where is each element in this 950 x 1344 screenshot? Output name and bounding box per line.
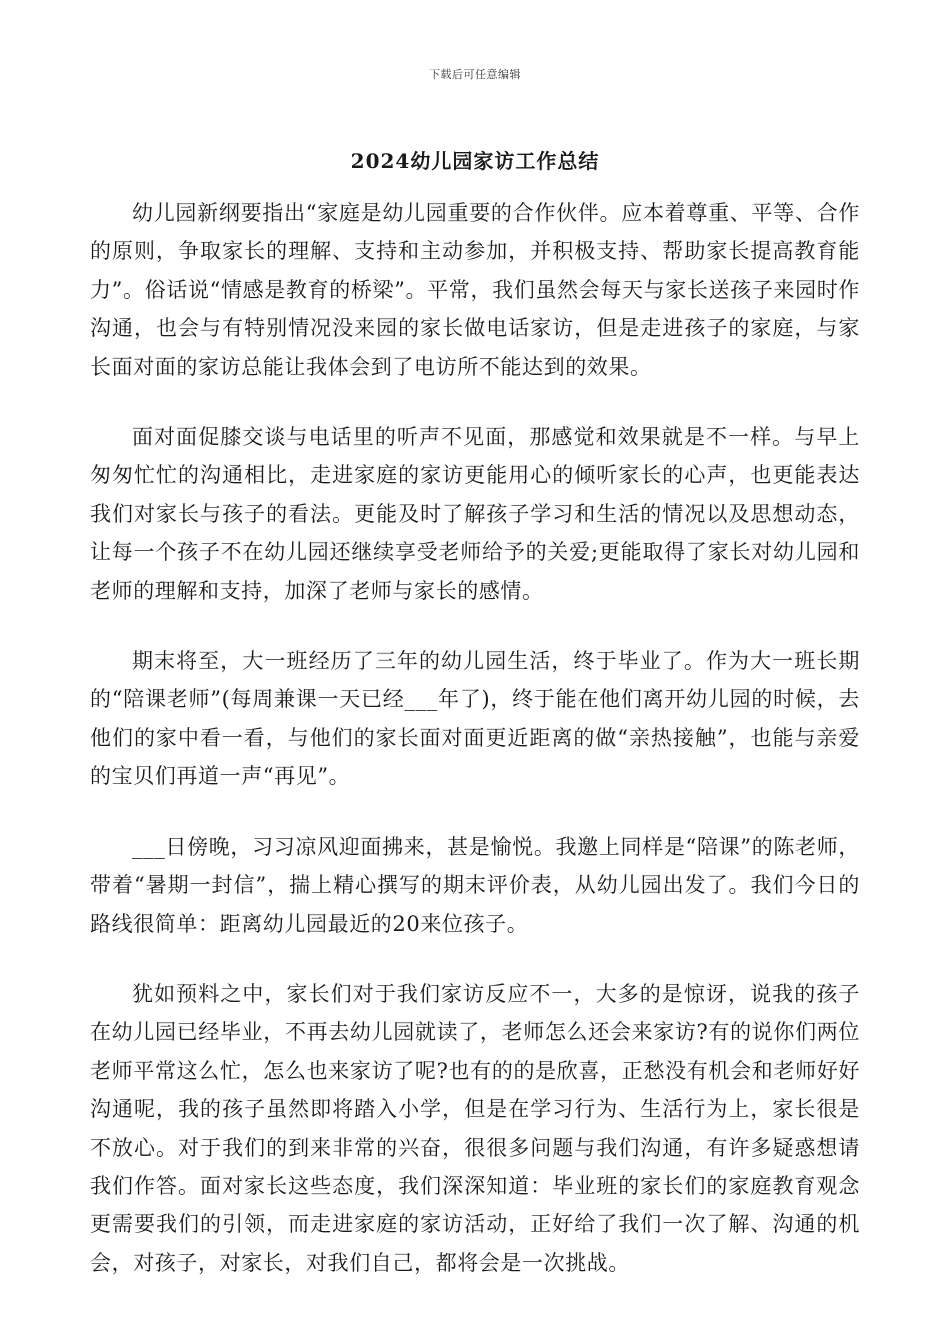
- paragraph-5: 犹如预料之中，家长们对于我们家访反应不一，大多的是惊讶，说我的孩子在幼儿园已经毕业，不再去幼儿园就读了，老师怎么还会来家访?有的说你们两位老师平常这么忙，怎么也来家访了呢?也有的的是欣喜，正愁没有机会和老师好好沟通呢，我的孩子虽然即将踏入小学，但是在学习行为、生活行为上，家长很是不放心。对于我们的到来非常的兴奋，很很多问题与我们沟通，有许多疑惑想请我们作答。面对家长这些态度，我们深深知道：毕业班的家长们的家庭教育观念更需要我们的引领，而走进家庭的家访活动，正好给了我们一次了解、沟通的机会，对孩子，对家长，对我们自己，都将会是一次挑战。: [90, 981, 860, 1275]
- paragraph-2: 面对面促膝交谈与电话里的听声不见面，那感觉和效果就是不一样。与早上匆匆忙忙的沟通相比，走进家庭的家访更能用心的倾听家长的心声，也更能表达我们对家长与孩子的看法。更能及时了解孩子学习和生活的情况以及思想动态，让每一个孩子不在幼儿园还继续享受老师给予的关爱;更能取得了家长对幼儿园和老师的理解和支持，加深了老师与家长的感情。: [90, 425, 860, 603]
- document-body: [90, 194, 860, 1314]
- paragraph-3: 期末将至，大一班经历了三年的幼儿园生活，终于毕业了。作为大一班长期的“陪课老师”(每周兼课一天已经___年了)，终于能在他们离开幼儿园的时候，去他们的家中看一看，与他们的家长面对面更近距离的做“亲热接触”，也能与亲爱的宝贝们再道一声“再见”。: [90, 649, 860, 789]
- page-title: 2024幼儿园家访工作总结: [350, 149, 600, 173]
- paragraph-1: 幼儿园新纲要指出“家庭是幼儿园重要的合作伙伴。应本着尊重、平等、合作的原则，争取家长的理解、支持和主动参加，并积极支持、帮助家长提高教育能力”。俗话说“情感是教育的桥梁”。平常，我们虽然会每天与家长送孩子来园时作沟通，也会与有特别情况没来园的家长做电话家访，但是走进孩子的家庭，与家长面对面的家访总能让我体会到了电访所不能达到的效果。: [90, 201, 860, 379]
- paragraph-4: ___日傍晚，习习凉风迎面拂来，甚是愉悦。我邀上同样是“陪课”的陈老师，带着“暑期一封信”，揣上精心撰写的期末评价表，从幼儿园出发了。我们今日的路线很简单：距离幼儿园最近的20来位孩子。: [90, 834, 860, 936]
- header-note: 下载后可任意编辑: [429, 68, 521, 81]
